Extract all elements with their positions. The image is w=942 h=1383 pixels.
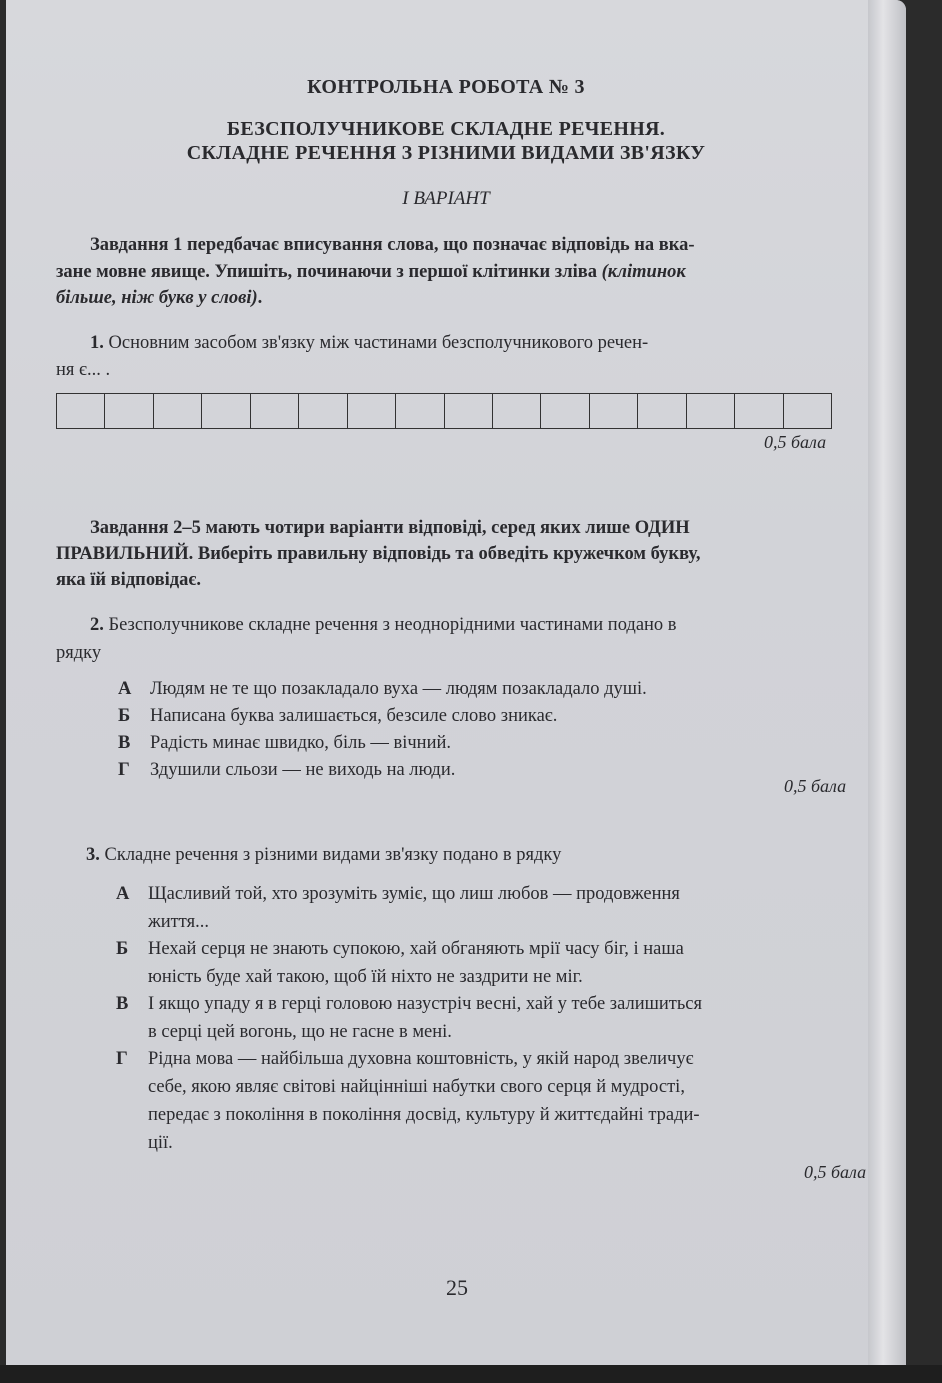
option-letter: А [118,679,132,699]
page-title: КОНТРОЛЬНА РОБОТА № 3 [307,76,585,98]
option-text [148,935,876,991]
bottom-edge [0,1365,942,1383]
option-line: Рідна мова — найбільша духовна коштовність, у якій народ звеличує [148,1049,694,1069]
option-line: в серці цей вогонь, що не гасне в мені. [148,1022,452,1042]
task1-instruction-line1: Завдання 1 передбачає вписування слова, що позначає відповідь на вка- [90,235,695,255]
option-letter: В [116,994,129,1014]
task2-score: 0,5 бала [784,776,847,796]
task3-question [86,842,866,869]
option-text: Здушили сльози — не виходь на люди. [150,760,456,780]
task2-question [90,612,870,639]
task2-option-b[interactable] [118,702,818,730]
answer-cell[interactable] [590,394,638,428]
answer-cell[interactable] [154,394,202,428]
option-letter: А [116,884,130,904]
option-text [148,880,876,936]
answer-cell[interactable] [493,394,541,428]
task3-score: 0,5 бала [804,1162,867,1182]
option-letter: В [118,733,131,753]
answer-cell[interactable] [445,394,493,428]
task1-instruction-line2-text: зане мовне явище. Упишіть, починаючи з першої клітинки зліва [56,262,597,282]
answer-cell[interactable] [251,394,299,428]
task2-number: 2. [90,615,104,635]
option-line: життя... [148,912,209,932]
task1-number: 1. [90,333,104,353]
answer-cell[interactable] [105,394,153,428]
option-line: себе, якою являє світові найцінніші набутки свого серця й мудрості, [148,1077,685,1097]
worksheet-page [6,0,906,1365]
option-text [148,1045,886,1157]
task2-question-line1: Безсполучникове складне речення з неоднорідними частинами подано в [108,615,677,635]
task1-question [90,330,850,357]
answer-cell[interactable] [348,394,396,428]
task2-option-c[interactable] [118,729,818,757]
option-line: Нехай серця не знають супокою, хай обганяють мрії часу біг, і наша [148,939,684,959]
option-text: Написана буква залишається, безсиле слово зникає. [150,706,558,726]
task3-number: 3. [86,845,100,865]
option-text: Людям не те що позакладало вуха — людям позакладало душі. [150,679,647,699]
task1-instruction-line2 [56,259,856,286]
answer-cell[interactable] [687,394,735,428]
answer-cell[interactable] [735,394,783,428]
task3-option-b[interactable] [116,935,876,991]
page-number: 25 [446,1275,468,1300]
answer-cell[interactable] [638,394,686,428]
option-line: І якщо упаду я в герці головою назустріч весні, хай у тебе залишиться [148,994,702,1014]
task1-instruction-line2-italic: (клітинок [601,262,686,282]
task1-score: 0,5 бала [764,432,827,452]
task1-instruction-line3 [56,285,856,312]
task1-question-line1: Основним засобом зв'язку між частинами безсполучникового речен- [108,333,649,353]
option-line: юність буде хай такою, щоб їй ніхто не заздрити не міг. [148,967,583,987]
answer-grid[interactable] [56,393,832,429]
option-text [148,990,886,1046]
task1-instruction-line3-italic: більше, ніж букв у слові) [56,288,258,308]
task2-option-d[interactable] [118,756,818,784]
answer-cell[interactable] [299,394,347,428]
option-letter: Г [116,1049,128,1069]
answer-cell[interactable] [57,394,105,428]
task3-option-c[interactable] [116,990,886,1046]
subtitle-line-1: БЕЗСПОЛУЧНИКОВЕ СКЛАДНЕ РЕЧЕННЯ. [226,118,666,140]
option-line: ції. [148,1133,173,1153]
task1-instruction-line3-end: . [257,288,263,308]
option-text: Радість минає швидко, біль — вічний. [150,733,452,753]
option-line: Щасливий той, хто зрозуміть зуміє, що лиш любов — продовження [148,884,680,904]
answer-cell[interactable] [541,394,589,428]
task2-option-a[interactable] [118,675,818,703]
task2-question-line2: рядку [56,643,102,663]
tasks-intro-line2: ПРАВИЛЬНИЙ. Виберіть правильну відповідь та обведіть кружечком букву, [56,544,701,564]
task3-option-a[interactable] [116,880,876,936]
answer-cell[interactable] [202,394,250,428]
subtitle-line-2: СКЛАДНЕ РЕЧЕННЯ З РІЗНИМИ ВИДАМИ ЗВ'ЯЗКУ [186,142,706,164]
task3-question-text: Складне речення з різними видами зв'язку подано в рядку [104,845,562,865]
task3-option-d[interactable] [116,1045,886,1157]
tasks-intro-line1: Завдання 2–5 мають чотири варіанти відповіді, серед яких лише ОДИН [90,518,690,538]
tasks-intro-line3: яка їй відповідає. [56,570,201,590]
option-line: передає з покоління в покоління досвід, культуру й життєдайні тради- [148,1105,700,1125]
answer-cell[interactable] [396,394,444,428]
option-letter: Б [118,706,131,726]
option-letter: Б [116,939,129,959]
task1-question-line2: ня є... . [56,360,111,380]
variant-label: І ВАРІАНТ [402,188,490,209]
answer-cell[interactable] [784,394,831,428]
option-letter: Г [118,760,130,780]
